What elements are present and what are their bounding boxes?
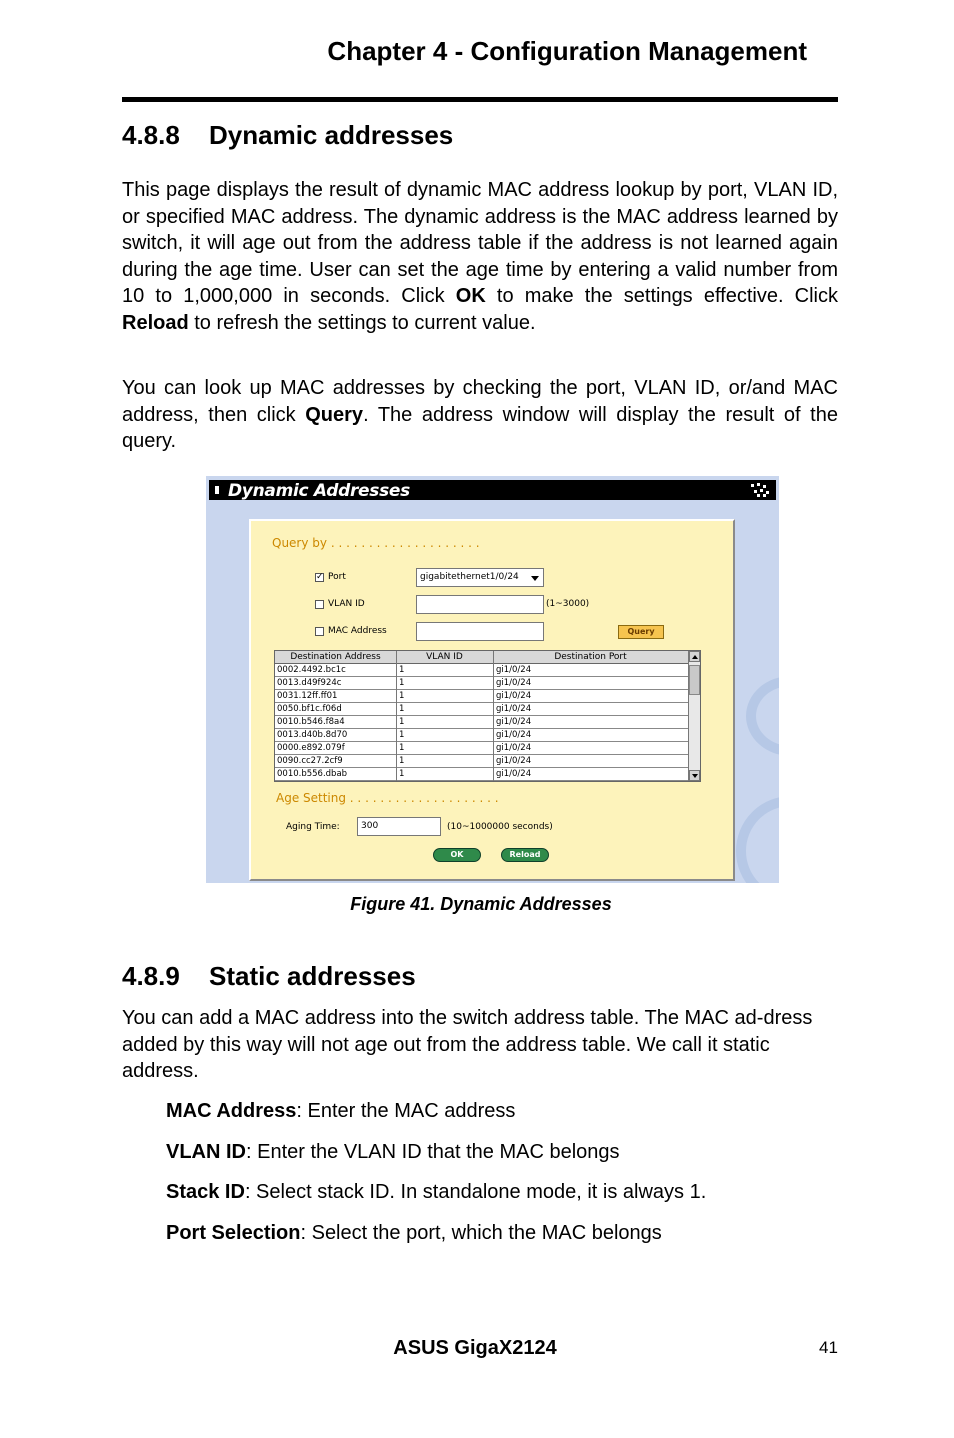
titlebar-marker-icon — [215, 486, 219, 494]
window-title: Dynamic Addresses — [228, 481, 410, 501]
definition-term: Stack ID — [166, 1181, 245, 1203]
chevron-down-icon — [531, 576, 539, 581]
column-divider — [396, 651, 397, 781]
check-icon: ✓ — [316, 571, 324, 581]
figure-caption: Figure 41. Dynamic Addresses — [350, 894, 612, 914]
port-select-value: gigabitethernet1/0/24 — [420, 572, 519, 582]
window-titlebar — [209, 480, 776, 500]
port-label: Port — [328, 572, 346, 582]
cell-destination-port: gi1/0/24 — [496, 704, 532, 714]
table-row[interactable] — [275, 742, 688, 755]
cell-destination-port: gi1/0/24 — [496, 743, 532, 753]
para-text: to make the settings effective. Click — [485, 285, 838, 307]
definition-text: : Select the port, which the MAC belongs — [300, 1222, 662, 1244]
static-description-paragraph: You can add a MAC address into the switch address table. The MAC ad-dress added by this way will not age out from the address table. We call it static address. — [122, 1007, 813, 1082]
arrow-up-icon — [692, 655, 698, 659]
section-title: Dynamic addresses — [209, 120, 454, 150]
cell-destination-address: 0000.e892.079f — [277, 743, 345, 753]
mac-address-label: MAC Address — [328, 626, 387, 636]
page-number: 41 — [819, 1338, 838, 1357]
section-heading-dynamic — [122, 120, 453, 151]
definition-mac-address — [166, 1098, 515, 1124]
cell-destination-port: gi1/0/24 — [496, 665, 532, 675]
aging-time-input[interactable] — [357, 817, 441, 836]
age-setting-label: Age Setting . . . . . . . . . . . . . . . . . . . . — [276, 791, 499, 805]
vlan-id-input[interactable] — [416, 595, 544, 614]
cell-destination-port: gi1/0/24 — [496, 730, 532, 740]
definition-text: : Enter the MAC address — [296, 1100, 516, 1122]
table-row[interactable] — [275, 768, 688, 781]
vlan-id-checkbox[interactable] — [315, 600, 324, 609]
scroll-thumb[interactable] — [689, 665, 700, 695]
cell-destination-address: 0010.b556.dbab — [277, 769, 348, 779]
header-rule — [122, 97, 838, 102]
query-description-paragraph — [122, 375, 838, 455]
table-row[interactable] — [275, 703, 688, 716]
query-by-label: Query by . . . . . . . . . . . . . . . . . . . . — [272, 536, 480, 550]
para-text: You can look up MAC addresses by checking the port, VLAN ID, or/and MAC address, then click — [122, 377, 838, 426]
section-title: Static addresses — [209, 961, 416, 991]
table-header — [275, 651, 688, 664]
cell-vlan-id: 1 — [399, 665, 405, 675]
network-logo-icon — [749, 482, 771, 498]
section-heading-static — [122, 961, 416, 992]
table-scrollbar[interactable] — [688, 651, 700, 781]
cell-destination-address: 0090.cc27.2cf9 — [277, 756, 343, 766]
vlan-id-label: VLAN ID — [328, 599, 365, 609]
cell-vlan-id: 1 — [399, 756, 405, 766]
chapter-title: Chapter 4 - Configuration Management — [327, 36, 807, 66]
table-row[interactable] — [275, 677, 688, 690]
table-row[interactable] — [275, 690, 688, 703]
cell-vlan-id: 1 — [399, 730, 405, 740]
cell-destination-address: 0031.12ff.ff01 — [277, 691, 338, 701]
column-header-destination-port: Destination Port — [554, 652, 627, 662]
mac-address-checkbox[interactable] — [315, 627, 324, 636]
background-swirl — [736, 796, 779, 883]
para-text: This page displays the result of dynamic MAC address lookup by port, VLAN ID, or specified MAC address. The dynamic address is the MAC address learned by switch, it will age out from the address table if the address is not learned again during the age time. User can set the age time by entering a valid number from 10 to 1,000,000 in seconds. Click — [122, 179, 838, 307]
ok-button[interactable]: OK — [433, 848, 481, 862]
port-checkbox[interactable] — [315, 573, 324, 582]
reload-button[interactable]: Reload — [501, 848, 549, 862]
vlan-id-hint: (1~3000) — [546, 599, 590, 609]
query-button[interactable]: Query — [618, 625, 664, 639]
aging-time-value: 300 — [361, 821, 379, 831]
definition-text: : Select stack ID. In standalone mode, it is always 1. — [244, 1181, 707, 1203]
dynamic-addresses-panel — [249, 519, 735, 881]
aging-time-label: Aging Time: — [286, 822, 340, 832]
aging-time-hint: (10~1000000 seconds) — [447, 822, 553, 832]
scroll-down-button[interactable] — [689, 770, 700, 781]
table-row[interactable] — [275, 755, 688, 768]
cell-vlan-id: 1 — [399, 717, 405, 727]
dynamic-description-paragraph — [122, 177, 838, 336]
address-table — [274, 650, 701, 782]
cell-destination-port: gi1/0/24 — [496, 769, 532, 779]
cell-vlan-id: 1 — [399, 691, 405, 701]
cell-destination-address: 0050.bf1c.f06d — [277, 704, 342, 714]
definition-text: : Enter the VLAN ID that the MAC belongs — [246, 1141, 620, 1163]
table-row[interactable] — [275, 716, 688, 729]
cell-vlan-id: 1 — [399, 678, 405, 688]
table-row[interactable] — [275, 729, 688, 742]
port-select[interactable] — [416, 568, 544, 587]
definition-term: Port Selection — [166, 1222, 301, 1244]
reload-term: Reload — [122, 311, 189, 334]
column-header-vlan-id: VLAN ID — [426, 652, 463, 662]
definition-port-selection — [166, 1220, 662, 1246]
cell-destination-port: gi1/0/24 — [496, 691, 532, 701]
definition-term: MAC Address — [166, 1100, 297, 1122]
scroll-up-button[interactable] — [689, 651, 700, 662]
ok-term: OK — [455, 285, 486, 307]
table-row[interactable] — [275, 664, 688, 677]
cell-destination-address: 0010.b546.f8a4 — [277, 717, 345, 727]
cell-destination-address: 0002.4492.bc1c — [277, 665, 346, 675]
column-divider — [493, 651, 494, 781]
cell-vlan-id: 1 — [399, 769, 405, 779]
footer-product-name: ASUS GigaX2124 — [393, 1337, 557, 1359]
definition-vlan-id — [166, 1139, 620, 1165]
para-text: to refresh the settings to current value. — [188, 311, 536, 334]
dynamic-addresses-screenshot — [206, 476, 779, 883]
section-number: 4.8.9 — [122, 961, 180, 991]
definition-stack-id — [166, 1179, 706, 1205]
mac-address-input[interactable] — [416, 622, 544, 641]
cell-destination-address: 0013.d49f924c — [277, 678, 342, 688]
cell-vlan-id: 1 — [399, 743, 405, 753]
cell-destination-port: gi1/0/24 — [496, 717, 532, 727]
cell-destination-address: 0013.d40b.8d70 — [277, 730, 348, 740]
query-term: Query — [305, 403, 364, 426]
cell-destination-port: gi1/0/24 — [496, 756, 532, 766]
column-header-destination-address: Destination Address — [290, 652, 381, 662]
cell-vlan-id: 1 — [399, 704, 405, 714]
background-swirl — [746, 676, 779, 756]
definition-term: VLAN ID — [166, 1141, 246, 1163]
arrow-down-icon — [692, 774, 698, 778]
para-text: . The address window will display the result of the query. — [122, 403, 838, 452]
section-number: 4.8.8 — [122, 120, 180, 150]
cell-destination-port: gi1/0/24 — [496, 678, 532, 688]
